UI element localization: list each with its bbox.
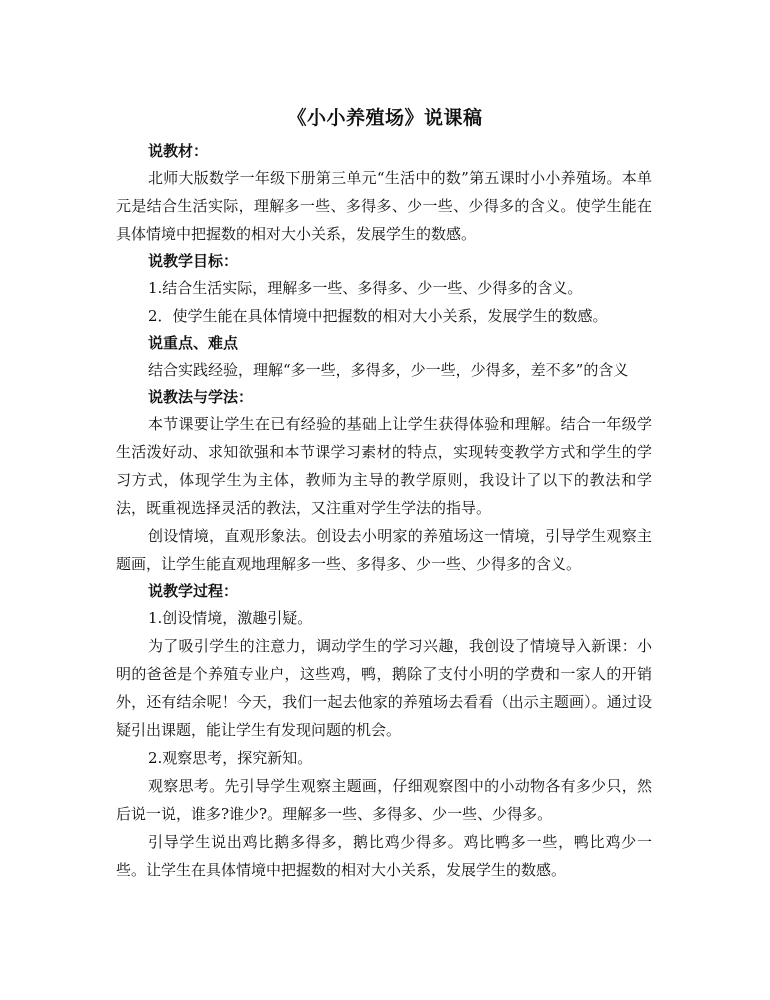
paragraph: 创设情境，直观形象法。创设去小明家的养殖场这一情境，引导学生观察主题画，让学生能直观地理解多一些、多得多、少一些、少得多的含义。 [116, 527, 652, 573]
paragraph: 为了吸引学生的注意力，调动学生的学习兴趣，我创设了情境导入新课：小明的爸爸是个养殖专业户，这些鸡，鸭，鹅除了支付小明的学费和一家人的开销外，还有结余呢！今天，我们一起去他家的养殖场去看看（出示主题画）。通过设疑引出课题，能让学生有发现问题的机会。 [116, 637, 652, 739]
paragraph: 1.创设情境，激趣引疑。 [148, 609, 313, 627]
paragraph: 本节课要让学生在已有经验的基础上让学生获得体验和理解。结合一年级学生活泼好动、求知欲强和本节课学习素材的特点，实现转变教学方式和学生的学习方式，体现学生为主体，教师为主导的教学原则，我设计了以下的教法和学法，既重视选择灵活的教法，又注重对学生学法的指导。 [116, 415, 652, 517]
section-heading: 说教法与学法： [148, 388, 254, 406]
section-heading: 说重点、难点 [148, 334, 239, 352]
paragraph: 引导学生说出鸡比鹅多得多，鹅比鸡少得多。鸡比鸭多一些，鸭比鸡少一些。让学生在具体情境中把握数的相对大小关系，发展学生的数感。 [116, 833, 652, 879]
section-heading: 说教材： [148, 142, 209, 160]
paragraph: 2．使学生能在具体情境中把握数的相对大小关系，发展学生的数感。 [148, 307, 608, 325]
document-body [116, 138, 652, 884]
section-heading: 说教学目标： [148, 252, 239, 270]
paragraph: 结合实践经验，理解“多一些，多得多，少一些，少得多，差不多”的含义 [148, 361, 629, 379]
paragraph: 观察思考。先引导学生观察主题画，仔细观察图中的小动物各有多少只，然后说一说，谁多?谁少?。理解多一些、多得多、少一些、少得多。 [116, 777, 652, 823]
paragraph: 2.观察思考，探究新知。 [148, 749, 313, 767]
paragraph: 1.结合生活实际，理解多一些、多得多、少一些、少得多的含义。 [148, 279, 583, 297]
document-title: 《小小养殖场》说课稿 [287, 107, 483, 129]
section-heading: 说教学过程： [148, 582, 239, 600]
paragraph: 北师大版数学一年级下册第三单元“生活中的数”第五课时小小养殖场。本单元是结合生活实际，理解多一些、多得多、少一些、少得多的含义。使学生能在具体情境中把握数的相对大小关系，发展学生的数感。 [116, 169, 652, 243]
